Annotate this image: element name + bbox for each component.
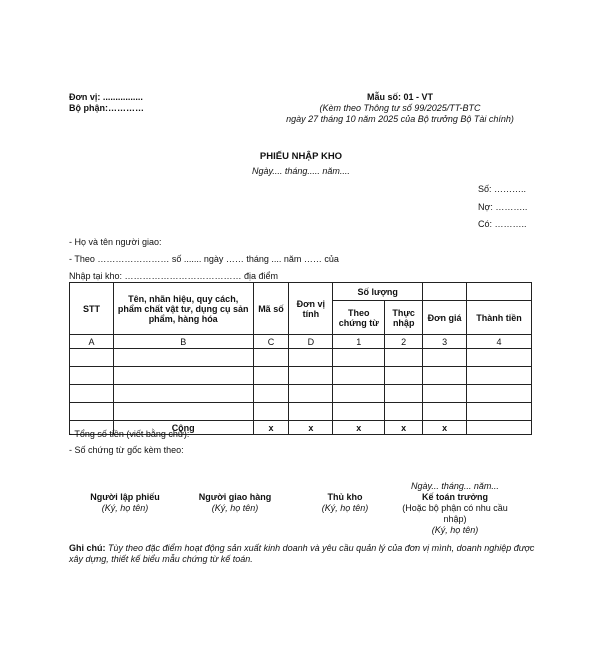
signature-date: Ngày... tháng... năm...	[411, 481, 499, 491]
total-label: Cộng	[113, 421, 253, 435]
total-cell: x	[423, 421, 467, 435]
code-cell: 3	[423, 335, 467, 349]
header-empty-1	[423, 283, 467, 301]
nguoi-giao-field: - Họ và tên người giao:	[69, 237, 162, 247]
table-row	[70, 367, 532, 385]
signature-sub: (Ký, họ tên)	[211, 503, 259, 513]
note-text: Tùy theo đặc điểm hoạt động sản xuất kinh doanh và yêu cầu quản lý của đơn vị mình, doanh nghiệp được xây dựng, thiết kế biểu mẫu chứng từ kế toán.	[69, 543, 535, 564]
header-stt: STT	[70, 283, 114, 335]
signature-storekeeper	[290, 492, 400, 514]
header-thanh-tien: Thành tiền	[467, 301, 532, 335]
table-row-codes	[70, 335, 532, 349]
signature-sub: (Ký, họ tên)	[101, 503, 149, 513]
code-cell: B	[113, 335, 253, 349]
note-label: Ghi chú:	[69, 543, 106, 553]
code-cell: 1	[333, 335, 385, 349]
table-row	[70, 349, 532, 367]
nhap-tai-kho-field: Nhập tại kho: ………………………………… địa điểm	[69, 271, 279, 281]
header-don-gia: Đơn giá	[423, 301, 467, 335]
goods-table	[69, 282, 532, 435]
code-cell: 4	[467, 335, 532, 349]
so-field: Số: ………..	[478, 184, 527, 194]
signature-sub: (Ký, họ tên)	[321, 503, 369, 513]
bo-phan-field: Bộ phận:…………	[69, 103, 144, 113]
header-don-vi-tinh: Đơn vị tính	[289, 283, 333, 335]
code-cell: C	[253, 335, 289, 349]
signature-title: Thủ kho	[327, 492, 363, 502]
code-cell: A	[70, 335, 114, 349]
signature-title: Người lập phiếu	[90, 492, 160, 502]
co-field: Có: ………..	[478, 219, 527, 229]
total-cell: x	[253, 421, 289, 435]
circular-date: ngày 27 tháng 10 năm 2025 của Bộ trưởng Bộ Tài chính)	[286, 114, 514, 124]
theo-field: - Theo …………………… số ....... ngày …… tháng .... năm …… của	[69, 254, 339, 264]
header-so-luong: Số lượng	[333, 283, 423, 301]
signature-sub: (Ký, họ tên)	[431, 525, 479, 535]
total-cell: x	[289, 421, 333, 435]
signature-deliverer	[180, 492, 290, 514]
form-number: Mẫu số: 01 - VT	[366, 92, 433, 102]
tong-so-tien-field: - Tổng số tiền (viết bằng chữ):	[69, 429, 190, 439]
signature-title: Kế toán trưởng	[422, 492, 488, 502]
page-title: PHIẾU NHẬP KHO	[259, 151, 343, 162]
don-vi-field: Đơn vị: ................	[69, 92, 143, 102]
circular-reference: (Kèm theo Thông tư số 99/2025/TT-BTC	[319, 103, 481, 113]
so-chung-tu-field: - Số chứng từ gốc kèm theo:	[69, 445, 184, 455]
note	[69, 543, 539, 565]
signature-chief-accountant	[395, 492, 515, 536]
header-ten: Tên, nhãn hiệu, quy cách, phẩm chất vật tư, dụng cụ sản phẩm, hàng hóa	[113, 283, 253, 335]
signature-sub: (Hoặc bộ phận có nhu cầu nhập)	[402, 503, 508, 524]
signature-title: Người giao hàng	[198, 492, 272, 502]
header-theo-chung-tu: Theo chứng từ	[333, 301, 385, 335]
title-date: Ngày.... tháng..... năm....	[252, 166, 350, 176]
no-field: Nợ: ………..	[478, 202, 528, 212]
signature-preparer	[70, 492, 180, 514]
table-row	[70, 385, 532, 403]
code-cell: 2	[385, 335, 423, 349]
header-thuc-nhap: Thực nhập	[385, 301, 423, 335]
total-cell: x	[385, 421, 423, 435]
total-cell: x	[333, 421, 385, 435]
table-row	[70, 403, 532, 421]
header-empty-2	[467, 283, 532, 301]
total-cell	[467, 421, 532, 435]
header-ma-so: Mã số	[253, 283, 289, 335]
code-cell: D	[289, 335, 333, 349]
